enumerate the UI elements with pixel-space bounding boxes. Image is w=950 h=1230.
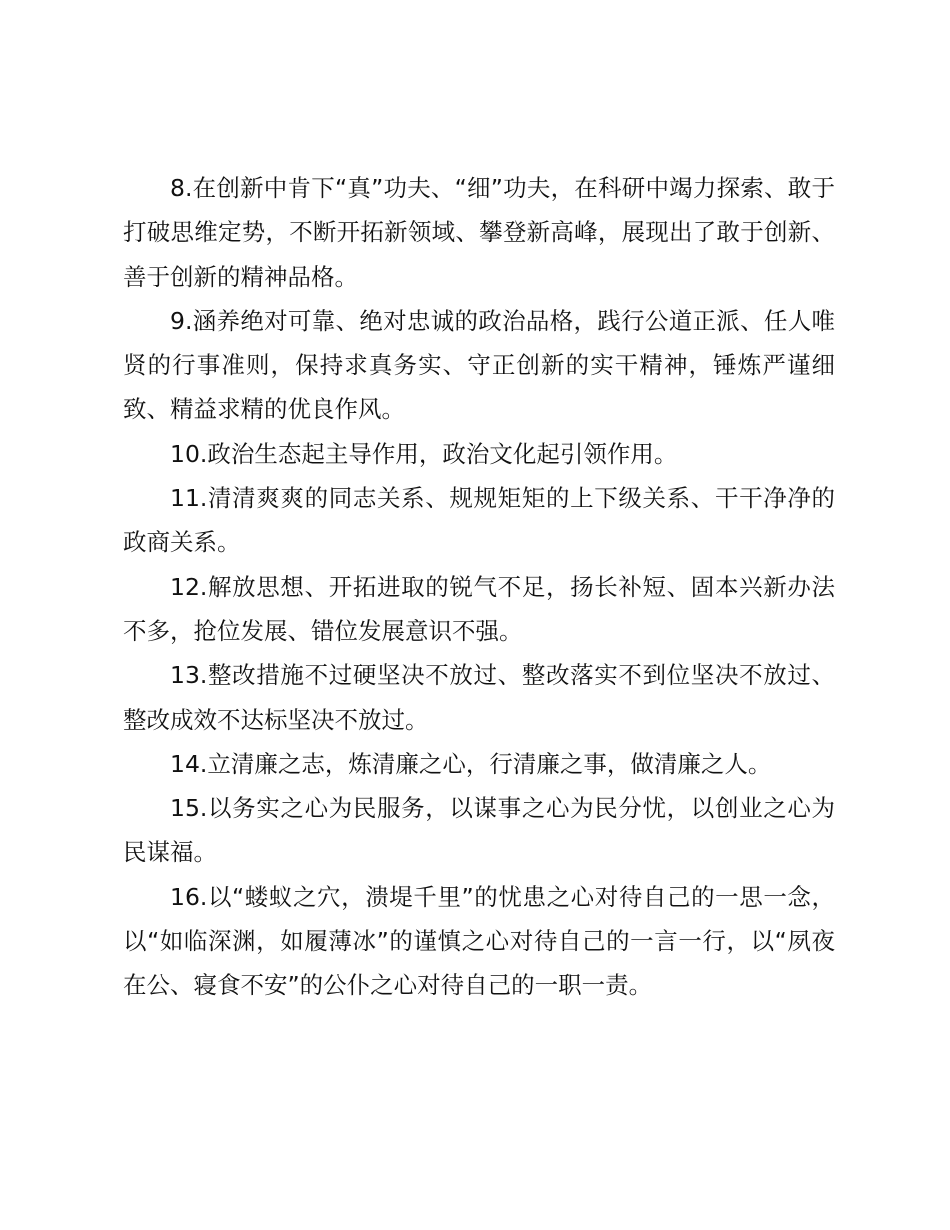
paragraph-15: 15.以务实之心为民服务，以谋事之心为民分忧，以创业之心为民谋福。	[123, 794, 835, 867]
paragraph-13: 13.整改措施不过硬坚决不放过、整改落实不到位坚决不放过、整改成效不达标坚决不放过。	[123, 661, 835, 734]
paragraph-10: 10.政治生态起主导作用，政治文化起引领作用。	[170, 439, 678, 468]
paragraph-12: 12.解放思想、开拓进取的锐气不足，扬长补短、固本兴新办法不多，抢位发展、错位发展意识不强。	[123, 572, 835, 645]
paragraph-9: 9.涵养绝对可靠、绝对忠诚的政治品格，践行公道正派、任人唯贤的行事准则，保持求真务实、守正创新的实干精神，锤炼严谨细致、精益求精的优良作风。	[123, 306, 835, 424]
paragraph-16: 16.以“蝼蚁之穴，溃堤千里”的忧患之心对待自己的一思一念，以“如临深渊，如履薄冰”的谨慎之心对待自己的一言一行，以“夙夜在公、寝食不安”的公仆之心对待自己的一职一责。	[123, 882, 835, 1000]
paragraph-14: 14.立清廉之志，炼清廉之心，行清廉之事，做清廉之人。	[170, 749, 772, 778]
document-body	[123, 166, 835, 1008]
paragraph-8: 8.在创新中肯下“真”功夫、“细”功夫，在科研中竭力探索、敢于打破思维定势，不断开拓新领域、攀登新高峰，展现出了敢于创新、善于创新的精神品格。	[123, 174, 835, 291]
paragraph-11: 11.清清爽爽的同志关系、规规矩矩的上下级关系、干干净净的政商关系。	[123, 484, 835, 557]
